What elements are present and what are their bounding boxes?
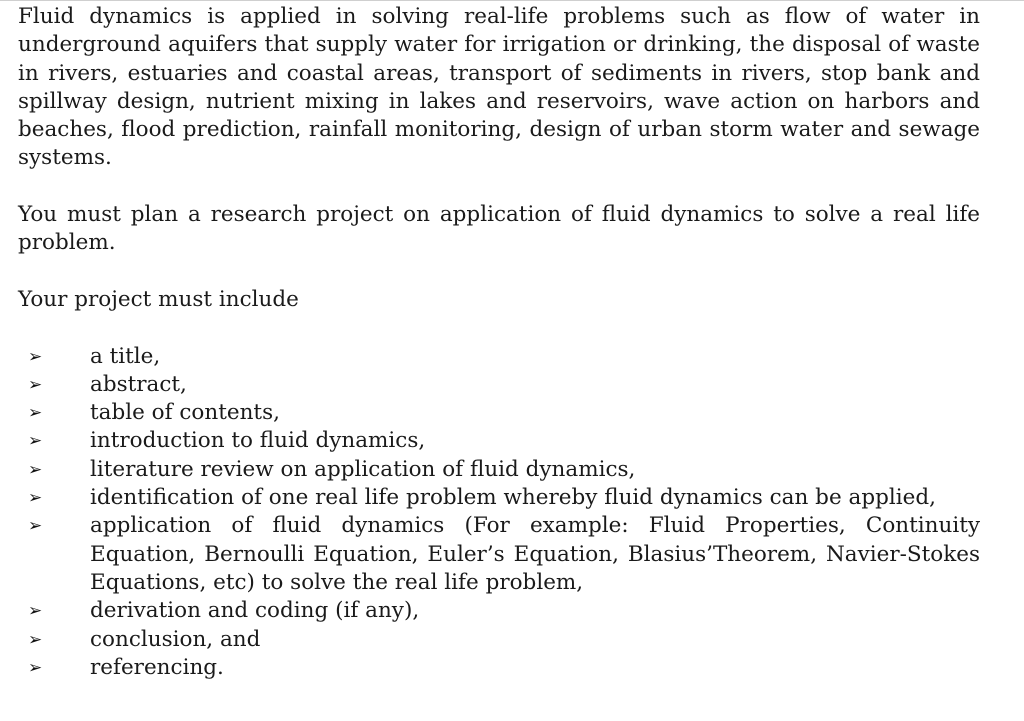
arrowhead-bullet-icon: ➢ bbox=[28, 601, 43, 622]
top-border-line bbox=[0, 0, 1024, 1]
list-item bbox=[18, 427, 980, 455]
list-item-text: derivation and coding (if any), bbox=[90, 598, 420, 624]
list-item-text: a title, bbox=[90, 343, 161, 369]
list-item bbox=[18, 456, 980, 484]
list-item bbox=[18, 371, 980, 399]
document-body bbox=[18, 3, 980, 682]
task-paragraph: You must plan a research project on application of fluid dynamics to solve a real life problem. bbox=[18, 202, 980, 256]
arrowhead-bullet-icon: ➢ bbox=[28, 657, 43, 678]
list-item-text: conclusion, and bbox=[90, 626, 261, 652]
arrowhead-bullet-icon: ➢ bbox=[28, 629, 43, 650]
list-item bbox=[18, 484, 980, 512]
list-item bbox=[18, 399, 980, 427]
list-item-text: abstract, bbox=[90, 371, 187, 397]
list-item bbox=[18, 626, 980, 654]
arrowhead-bullet-icon: ➢ bbox=[28, 403, 43, 424]
list-item-text: identification of one real life problem whereby fluid dynamics can be applied, bbox=[90, 485, 936, 511]
arrowhead-bullet-icon: ➢ bbox=[28, 431, 43, 452]
paragraph-gap bbox=[18, 314, 980, 342]
arrowhead-bullet-icon: ➢ bbox=[28, 374, 43, 395]
requirements-list bbox=[18, 343, 980, 683]
paragraph-gap bbox=[18, 173, 980, 201]
list-intro: Your project must include bbox=[18, 286, 299, 312]
list-item-text: literature review on application of fluid dynamics, bbox=[90, 456, 636, 482]
arrowhead-bullet-icon: ➢ bbox=[28, 516, 43, 537]
list-item bbox=[18, 512, 980, 597]
list-item bbox=[18, 597, 980, 625]
arrowhead-bullet-icon: ➢ bbox=[28, 488, 43, 509]
list-item-text: application of fluid dynamics (For example: Fluid Properties, Continuity Equation, Bernoulli Equation, Euler’s Equation, Blasius’Theorem, Navier-Stokes Equations, etc) to solve the real life problem, bbox=[90, 513, 980, 595]
paragraph-gap bbox=[18, 258, 980, 286]
list-item-text: introduction to fluid dynamics, bbox=[90, 428, 426, 454]
intro-paragraph: Fluid dynamics is applied in solving real-life problems such as flow of water in underground aquifers that supply water for irrigation or drinking, the disposal of waste in rivers, estuaries and coastal areas, transport of sediments in rivers, stop bank and spillway design, nutrient mixing in lakes and reservoirs, wave action on harbors and beaches, flood prediction, rainfall monitoring, design of urban storm water and sewage systems. bbox=[18, 4, 980, 171]
list-item-text: table of contents, bbox=[90, 400, 280, 426]
list-item bbox=[18, 654, 980, 682]
list-item-text: referencing. bbox=[90, 654, 224, 680]
arrowhead-bullet-icon: ➢ bbox=[28, 346, 43, 367]
list-item bbox=[18, 343, 980, 371]
arrowhead-bullet-icon: ➢ bbox=[28, 459, 43, 480]
